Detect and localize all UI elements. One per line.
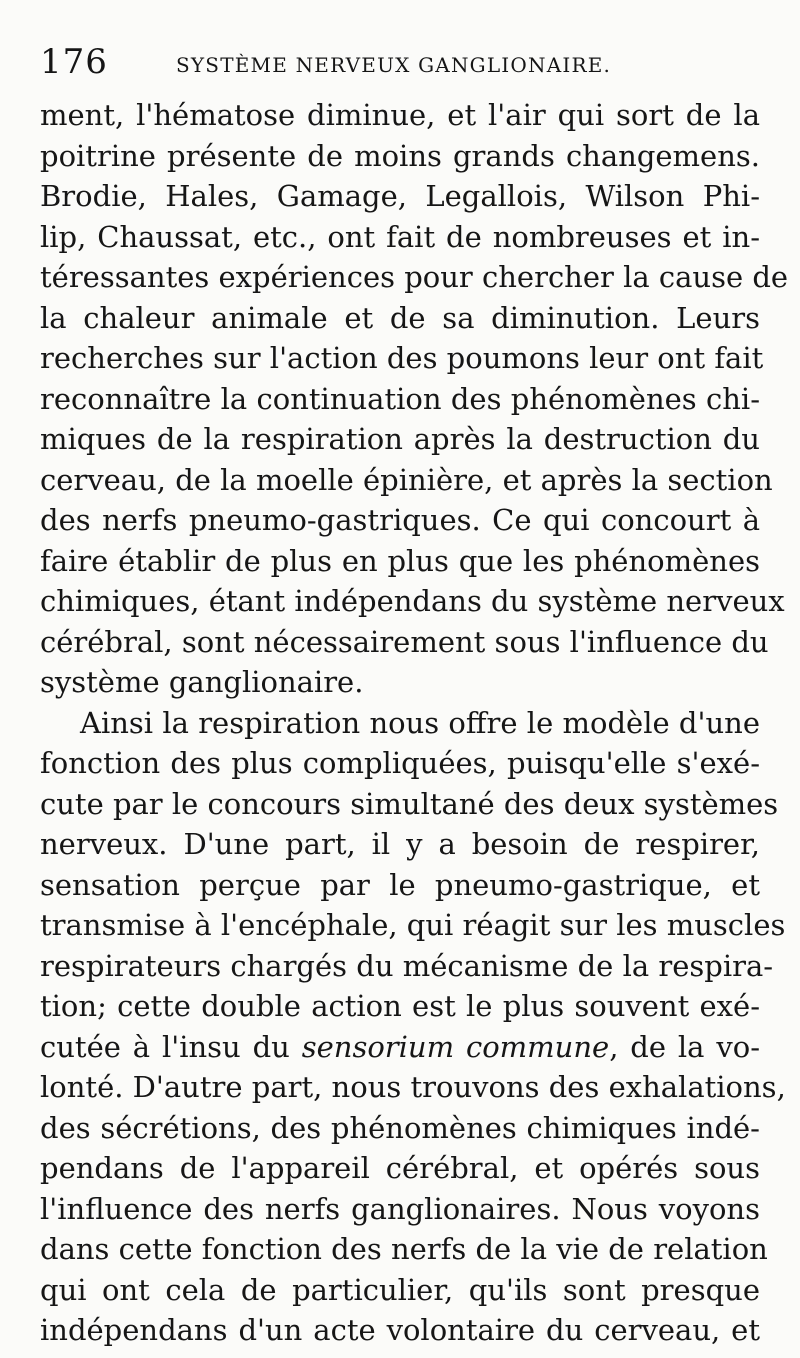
text-line: reconnaître la continuation des phénomènes chi- xyxy=(40,381,760,416)
page-number: 176 xyxy=(40,42,108,82)
text-line: miques de la respiration après la destruction du xyxy=(40,422,760,456)
italic-latin-term: sensorium commune xyxy=(301,1029,610,1064)
text-line: des sécrétions, des phénomènes chimiques indé- xyxy=(40,1110,760,1145)
running-head: SYSTÈME NERVEUX GANGLIONAIRE. xyxy=(176,53,612,77)
paragraph-start-line: Ainsi la respiration nous offre le modèle d'une xyxy=(80,705,760,740)
text-line: l'influence des nerfs ganglionaires. Nous voyons xyxy=(40,1191,760,1226)
text-line: indépendans d'un acte volontaire du cerveau, et xyxy=(40,1313,760,1347)
page-header xyxy=(40,42,760,88)
text-line: ment, l'hématose diminue, et l'air qui sort de la xyxy=(40,98,760,132)
text-line: transmise à l'encéphale, qui réagit sur les muscles xyxy=(40,908,786,942)
text-line: pendans de l'appareil cérébral, et opérés sous xyxy=(40,1151,760,1185)
text-line: Brodie, Hales, Gamage, Legallois, Wilson Phi- xyxy=(40,179,760,213)
text-line: des nerfs pneumo-gastriques. Ce qui concourt à xyxy=(40,503,760,537)
text-line: recherches sur l'action des poumons leur ont fait xyxy=(40,341,764,375)
text-line: chimiques, étant indépendans du système nerveux xyxy=(40,584,785,618)
text-line: nerveux. D'une part, il y a besoin de respirer, xyxy=(40,827,760,861)
text-segment: , de la vo- xyxy=(609,1029,761,1064)
text-line: la chaleur animale et de sa diminution. Leurs xyxy=(40,300,760,335)
text-line: sensation perçue par le pneumo-gastrique, et xyxy=(40,867,760,902)
text-line: cute par le concours simultané des deux systèmes xyxy=(40,786,779,821)
paragraph-end-line: système ganglionaire. xyxy=(40,665,364,699)
body-text xyxy=(40,95,789,1351)
text-line: lip, Chaussat, etc., ont fait de nombreuses et in- xyxy=(40,219,760,254)
text-line: cérébral, sont nécessairement sous l'influence du xyxy=(40,624,769,659)
text-line: cerveau, de la moelle épinière, et après la section xyxy=(40,462,773,497)
text-line: lonté. D'autre part, nous trouvons des exhalations, xyxy=(40,1070,786,1104)
text-line: qui ont cela de particulier, qu'ils sont presque xyxy=(40,1272,760,1307)
text-line: fonction des plus compliquées, puisqu'elle s'exé- xyxy=(40,746,760,780)
text-line: téressantes expériences pour chercher la cause de xyxy=(40,260,789,294)
text-line: faire établir de plus en plus que les phénomènes xyxy=(40,543,760,578)
text-line-with-italic xyxy=(40,1027,760,1068)
text-line: poitrine présente de moins grands changemens. xyxy=(40,138,760,173)
text-line: respirateurs chargés du mécanisme de la respira- xyxy=(40,948,774,983)
text-line: tion; cette double action est le plus souvent exé- xyxy=(40,989,760,1023)
text-line: dans cette fonction des nerfs de la vie de relation xyxy=(40,1232,768,1266)
text-segment: cutée à l'insu du xyxy=(40,1029,302,1064)
